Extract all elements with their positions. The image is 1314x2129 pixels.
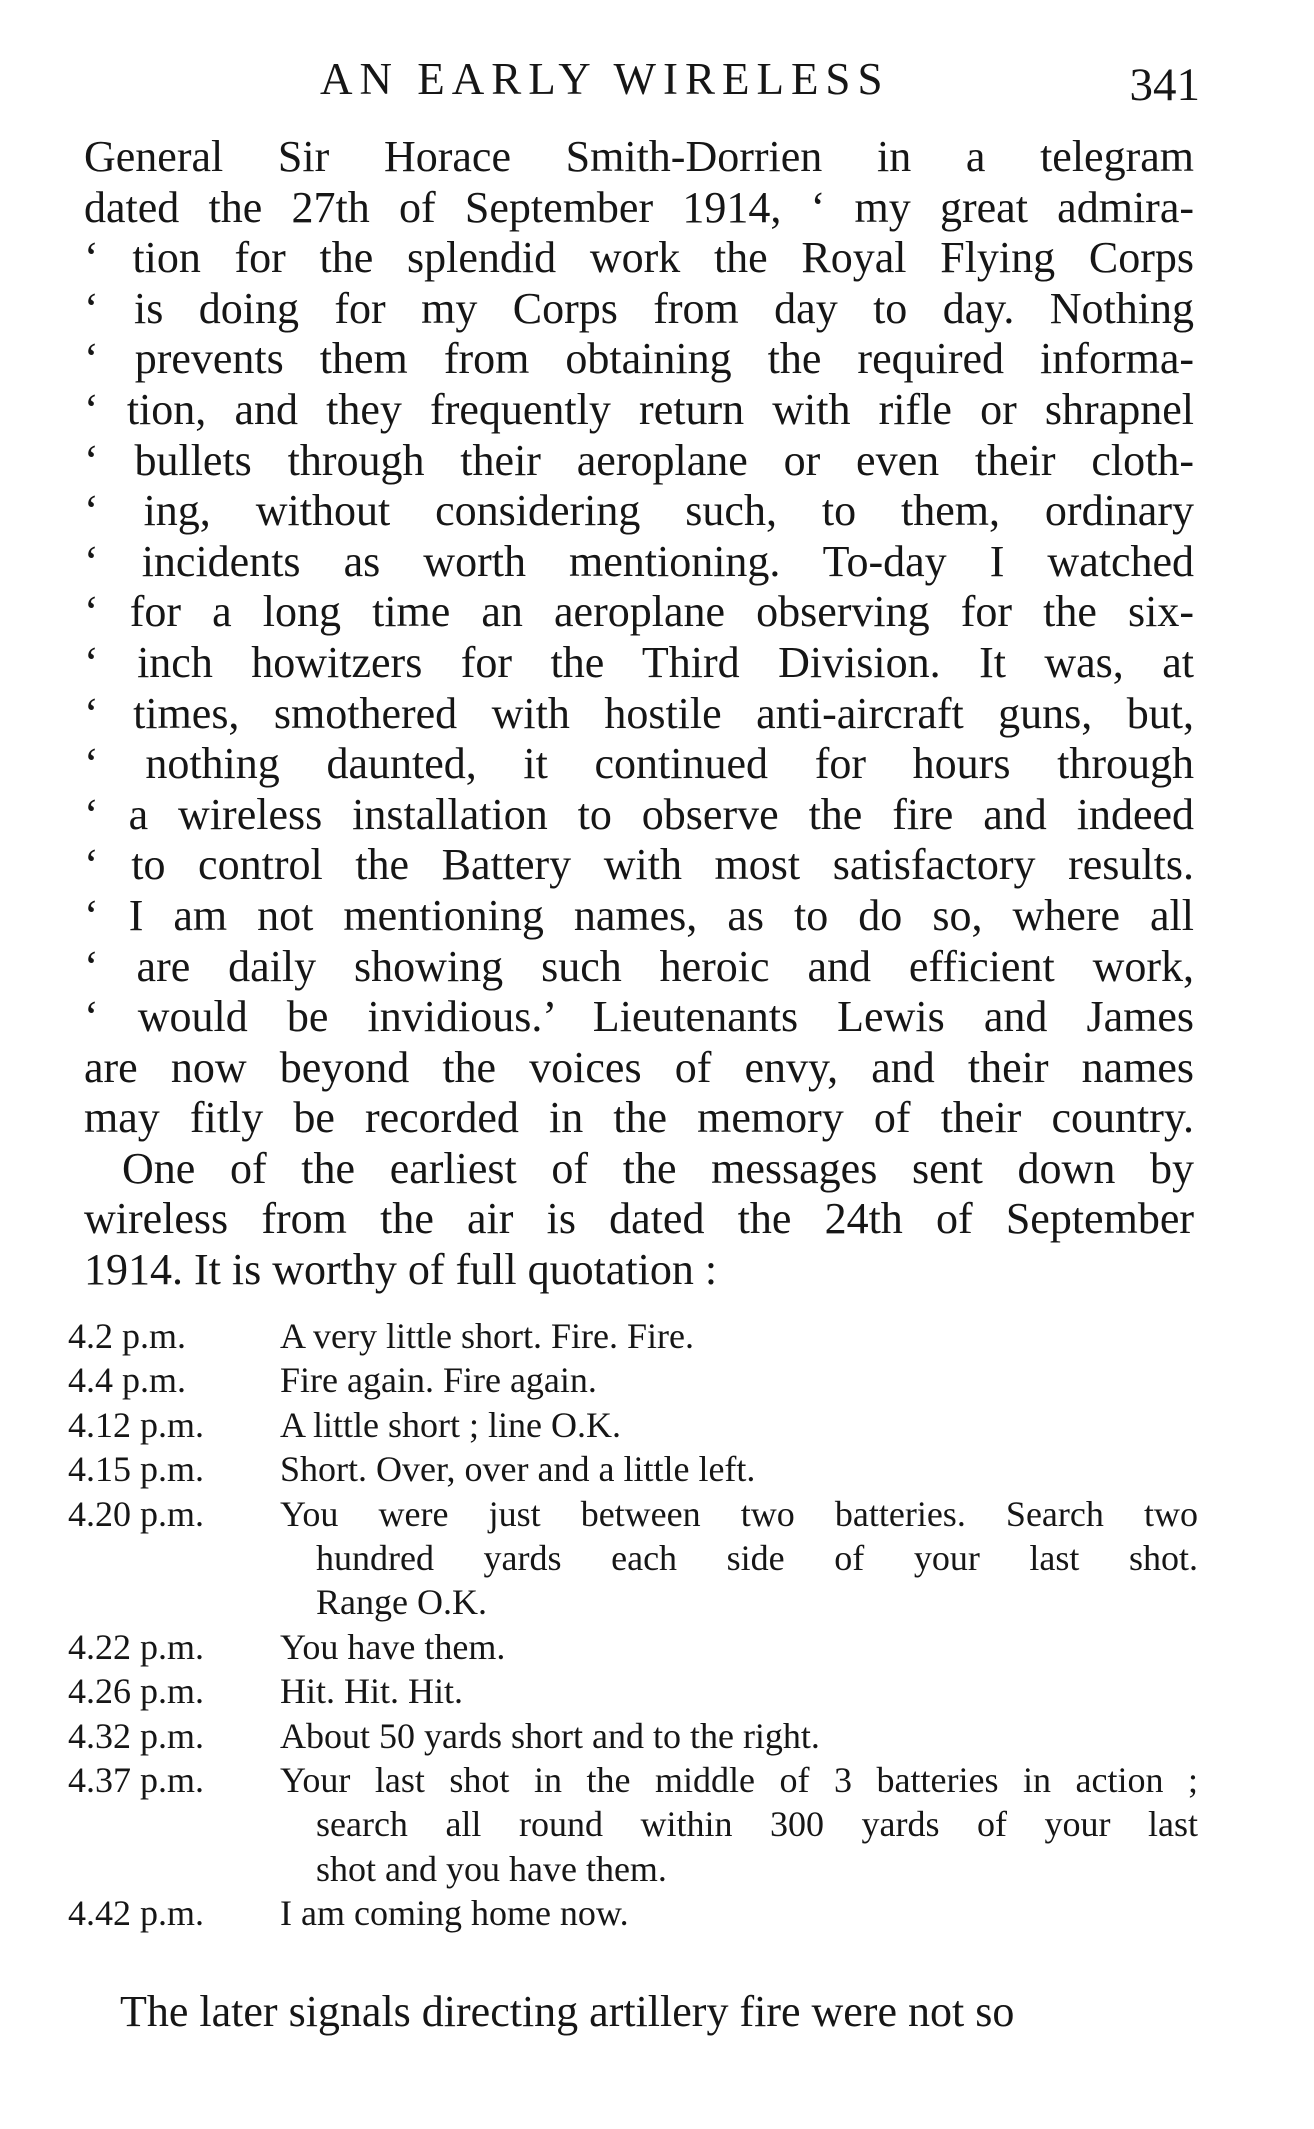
text-line: ‘ inch howitzers for the Third Division. It was, at <box>84 637 1194 687</box>
running-head: AN EARLY WIRELESS <box>320 54 890 104</box>
text-line: ‘ prevents them from obtaining the required informa- <box>84 334 1194 384</box>
text-line: ‘ tion, and they frequently return with rifle or shrapnel <box>84 384 1194 434</box>
text-line: ‘ a wireless installation to observe the fire and indeed <box>84 789 1194 839</box>
log-entry <box>68 1358 1198 1402</box>
log-line: A very little short. Fire. Fire. <box>280 1316 694 1356</box>
log-line: Short. Over, over and a little left. <box>280 1449 756 1490</box>
text-line: ‘ nothing daunted, it continued for hours through <box>84 739 1194 789</box>
paragraph-intro <box>84 1144 1194 1296</box>
log-message <box>280 1447 1198 1491</box>
log-entry <box>68 1891 1198 1935</box>
log-entry <box>68 1492 1198 1625</box>
text-line: ‘ times, smothered with hostile anti-aircraft guns, but, <box>84 688 1194 738</box>
log-line: search all round within 300 yards of your last <box>316 1804 1198 1845</box>
log-message <box>280 1891 1198 1935</box>
log-line: I am coming home now. <box>280 1893 629 1934</box>
log-line: Your last shot in the middle of 3 batteries in action ; <box>280 1759 1198 1800</box>
log-entry <box>68 1714 1198 1758</box>
log-time: 4.20 p.m. <box>68 1493 205 1534</box>
text-line: One of the earliest of the messages sent down by <box>122 1143 1194 1193</box>
text-line: 1914. It is worthy of full quotation : <box>84 1245 718 1295</box>
text-line: ‘ are daily showing such heroic and efficient work, <box>84 941 1194 991</box>
message-log <box>68 1314 1198 1935</box>
log-time: 4.32 p.m. <box>68 1715 205 1756</box>
page-number: 341 <box>1129 59 1200 111</box>
log-entry <box>68 1758 1198 1891</box>
log-line: A little short ; line O.K. <box>280 1404 621 1445</box>
log-message <box>280 1403 1198 1447</box>
text-line: ‘ to control the Battery with most satisfactory results. <box>84 840 1194 890</box>
log-line: You were just between two batteries. Search two <box>280 1493 1198 1534</box>
log-time: 4.22 p.m. <box>68 1626 205 1667</box>
log-entry <box>68 1625 1198 1669</box>
text-line: ‘ incidents as worth mentioning. To-day I watched <box>84 536 1194 586</box>
log-entry <box>68 1447 1198 1491</box>
log-entry <box>68 1314 1198 1358</box>
log-message <box>280 1714 1198 1758</box>
log-entry <box>68 1669 1198 1713</box>
log-time: 4.37 p.m. <box>68 1759 205 1800</box>
log-message <box>280 1358 1198 1402</box>
closing-paragraph <box>120 1987 1194 2038</box>
text-line: ‘ ing, without considering such, to them, ordinary <box>84 486 1194 536</box>
log-time: 4.2 p.m. <box>68 1316 187 1356</box>
text-line: dated the 27th of September 1914, ‘ my great admira- <box>84 182 1194 232</box>
log-message <box>280 1625 1198 1669</box>
log-line: shot and you have them. <box>316 1848 667 1889</box>
log-message <box>280 1492 1198 1625</box>
log-time: 4.4 p.m. <box>68 1360 187 1401</box>
text-line: ‘ for a long time an aeroplane observing for the six- <box>84 587 1194 637</box>
text-line: ‘ tion for the splendid work the Royal Flying Corps <box>84 233 1194 283</box>
text-line: The later signals directing artillery fire were not so <box>120 1987 1015 2036</box>
text-line: ‘ is doing for my Corps from day to day. Nothing <box>84 283 1194 333</box>
log-time: 4.12 p.m. <box>68 1404 205 1445</box>
log-message <box>280 1758 1198 1891</box>
log-time: 4.26 p.m. <box>68 1671 205 1712</box>
log-message <box>280 1314 1198 1358</box>
log-line: Hit. Hit. Hit. <box>280 1671 464 1712</box>
log-time: 4.42 p.m. <box>68 1893 205 1934</box>
text-line: ‘ bullets through their aeroplane or even their cloth- <box>84 435 1194 485</box>
log-line: Fire again. Fire again. <box>280 1360 597 1401</box>
log-line: About 50 yards short and to the right. <box>280 1715 820 1756</box>
log-time: 4.15 p.m. <box>68 1449 205 1490</box>
body-text <box>84 132 1194 1296</box>
log-line: hundred yards each side of your last shot. <box>316 1537 1198 1578</box>
text-line: ‘ would be invidious.’ Lieutenants Lewis and James <box>84 992 1194 1042</box>
log-entry <box>68 1403 1198 1447</box>
text-line: may fitly be recorded in the memory of their country. <box>84 1093 1194 1143</box>
log-message <box>280 1669 1198 1713</box>
text-line: ‘ I am not mentioning names, as to do so, where all <box>84 890 1194 940</box>
text-line: wireless from the air is dated the 24th of September <box>84 1194 1194 1244</box>
text-line: General Sir Horace Smith-Dorrien in a telegram <box>84 132 1194 181</box>
text-line: are now beyond the voices of envy, and their names <box>84 1042 1194 1092</box>
page-header <box>300 44 1200 114</box>
paragraph-quote <box>84 132 1194 1144</box>
log-line: You have them. <box>280 1626 506 1667</box>
log-line: Range O.K. <box>316 1582 487 1623</box>
